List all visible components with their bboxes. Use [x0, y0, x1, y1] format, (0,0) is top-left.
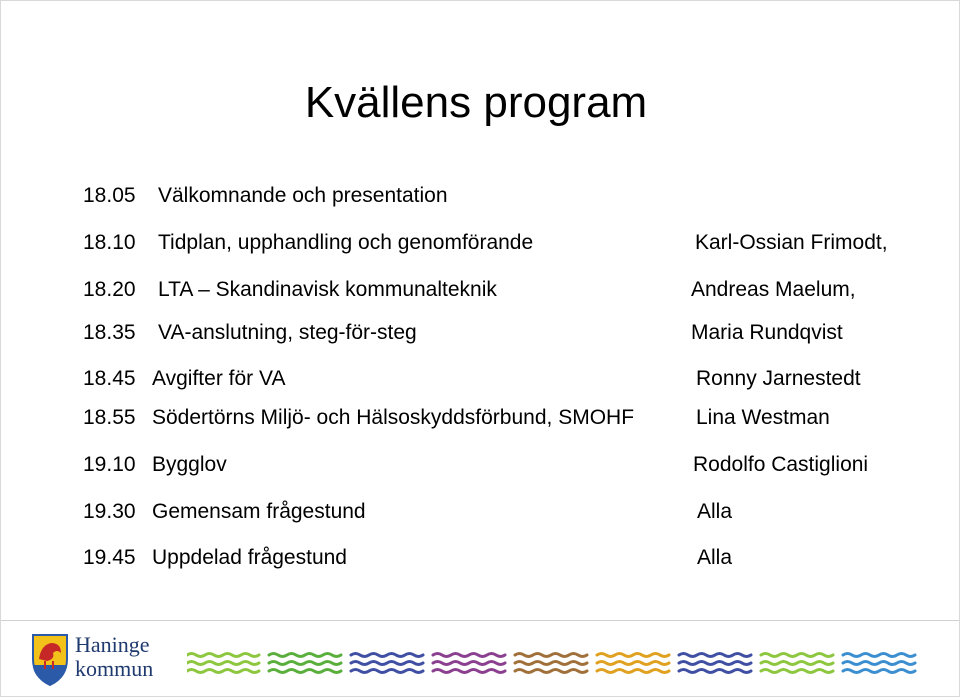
wave-stroke: [515, 662, 587, 665]
program-label: Bygglov: [152, 453, 227, 476]
wave-stroke: [187, 654, 259, 657]
program-time: 18.55: [83, 406, 136, 429]
program-label: Avgifter för VA: [152, 367, 286, 390]
program-time: 18.45: [83, 367, 136, 390]
program-time: 18.05: [83, 184, 136, 207]
wave-stroke: [187, 662, 259, 665]
wave-stroke: [515, 670, 587, 673]
program-speaker: Alla: [697, 546, 733, 569]
wave-stroke: [761, 662, 833, 665]
wave-stroke: [351, 654, 423, 657]
wave-stroke: [433, 662, 505, 665]
program-label: LTA – Skandinavisk kommunalteknik: [158, 278, 497, 301]
wave-stroke: [351, 670, 423, 673]
wave-stroke: [679, 670, 751, 673]
wave-stroke: [843, 670, 915, 673]
program-time: 19.30: [83, 500, 136, 523]
program-label: Uppdelad frågestund: [152, 546, 347, 569]
program-label: Gemensam frågestund: [152, 500, 366, 523]
wave-stroke: [269, 654, 341, 657]
program-time: 18.35: [83, 321, 136, 344]
wave-stroke: [187, 670, 259, 673]
program-label: Tidplan, upphandling och genomförande: [158, 231, 534, 254]
program-label: VA-anslutning, steg-för-steg: [158, 321, 417, 344]
wave-stroke: [679, 662, 751, 665]
program-speaker: Maria Rundqvist: [691, 321, 843, 344]
wave-stroke: [351, 662, 423, 665]
program-speaker: Lina Westman: [696, 406, 830, 429]
wave-stroke: [679, 654, 751, 657]
program-speaker: Karl-Ossian Frimodt,: [695, 231, 888, 254]
slide-title: Kvällens program: [304, 78, 648, 127]
wave-stroke: [269, 670, 341, 673]
wave-stroke: [843, 662, 915, 665]
logo-line-1: Haninge: [75, 632, 150, 657]
logo-text: [75, 633, 153, 681]
footer-divider: [1, 620, 959, 621]
wave-stroke: [515, 654, 587, 657]
wave-stroke: [761, 670, 833, 673]
wave-stroke: [433, 670, 505, 673]
wave-stroke: [433, 654, 505, 657]
wave-stroke: [843, 654, 915, 657]
program-time: 18.20: [83, 278, 136, 301]
program-speaker: Andreas Maelum,: [691, 278, 856, 301]
wave-stroke: [597, 662, 669, 665]
program-speaker: Ronny Jarnestedt: [696, 367, 861, 390]
program-time: 19.10: [83, 453, 136, 476]
decorative-waves: [187, 647, 939, 679]
logo-line-2: kommun: [75, 656, 154, 681]
program-label: Välkomnande och presentation: [158, 184, 448, 207]
wave-stroke: [269, 662, 341, 665]
program-time: 19.45: [83, 546, 136, 569]
program-speaker: Rodolfo Castiglioni: [693, 453, 869, 476]
wave-stroke: [597, 654, 669, 657]
wave-stroke: [597, 670, 669, 673]
program-label: Södertörns Miljö- och Hälsoskyddsförbund, SMOHF: [152, 406, 635, 429]
program-time: 18.10: [83, 231, 136, 254]
program-speaker: Alla: [697, 500, 733, 523]
wave-stroke: [761, 654, 833, 657]
